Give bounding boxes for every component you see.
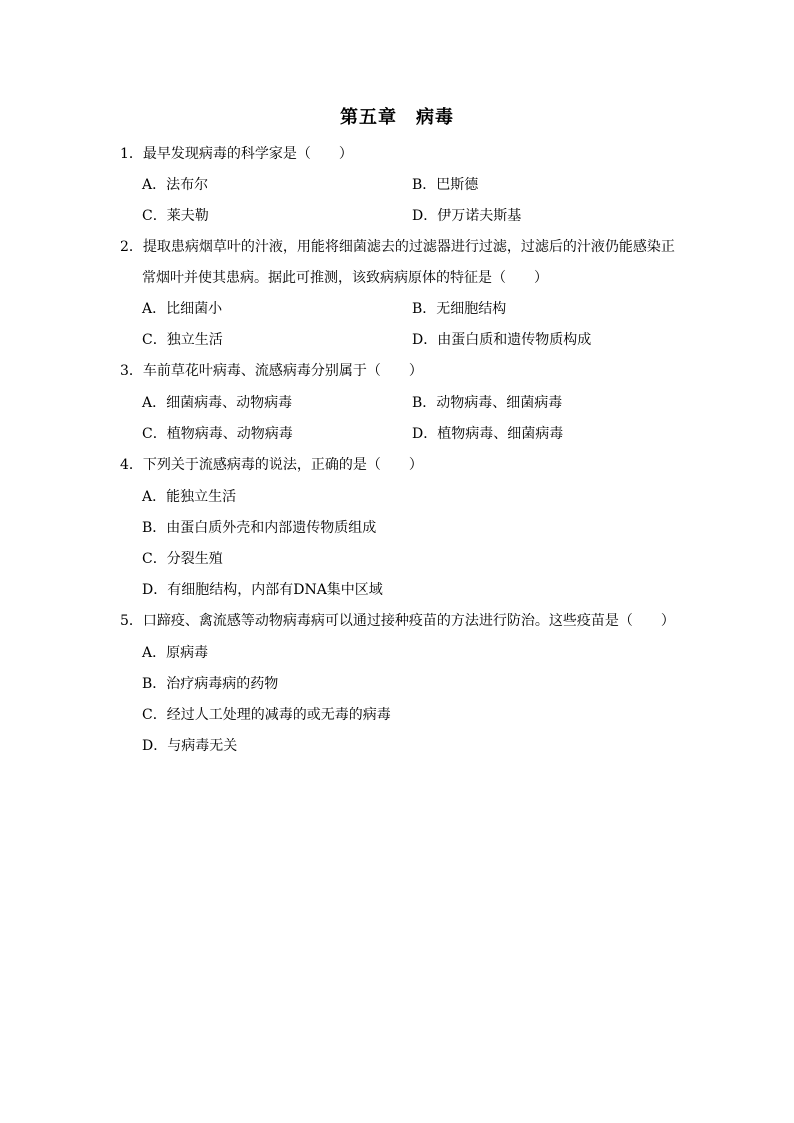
question-2-stem-line-1: 2．提取患病烟草叶的汁液，用能将细菌滤去的过滤器进行过滤，过滤后的汁液仍能感染正 [120,239,675,255]
question-5-stem: 5．口蹄疫、禽流感等动物病毒病可以通过接种疫苗的方法进行防治。这些疫苗是（ ） [120,613,675,629]
question-2-option-d: D．由蛋白质和遗传物质构成 [412,332,592,348]
question-5-option-b: B．治疗病毒病的药物 [142,676,279,692]
question-3-option-a: A．细菌病毒、动物病毒 [142,395,293,411]
question-4-option-c: C．分裂生殖 [142,551,223,567]
question-2-option-c: C．独立生活 [142,332,223,348]
question-3-stem: 3．车前草花叶病毒、流感病毒分别属于（ ） [120,363,423,379]
question-2-stem-line-2: 常烟叶并使其患病。据此可推测，该致病病原体的特征是（ ） [142,270,548,286]
question-1-stem: 1．最早发现病毒的科学家是（ ） [120,146,353,162]
question-3-option-d: D．植物病毒、细菌病毒 [412,426,564,442]
question-5-option-a: A．原病毒 [142,645,209,661]
question-5-option-d: D．与病毒无关 [142,738,238,754]
question-4-option-d: D．有细胞结构，内部有DNA集中区域 [142,582,383,598]
question-2-option-a: A．比细菌小 [142,301,223,317]
question-4-option-a: A．能独立生活 [142,489,237,505]
question-3-option-b: B．动物病毒、细菌病毒 [412,395,563,411]
question-4-stem: 4．下列关于流感病毒的说法，正确的是（ ） [120,457,423,473]
question-4-option-b: B．由蛋白质外壳和内部遗传物质组成 [142,520,377,536]
question-1-option-a: A．法布尔 [142,177,209,193]
question-2-option-b: B．无细胞结构 [412,301,507,317]
question-5-option-c: C．经过人工处理的减毒的或无毒的病毒 [142,707,391,723]
question-1-option-c: C．莱夫勒 [142,208,209,224]
page-title: 第五章 病毒 [340,107,454,128]
question-1-option-d: D．伊万诺夫斯基 [412,208,522,224]
question-1-option-b: B．巴斯德 [412,177,479,193]
question-3-option-c: C．植物病毒、动物病毒 [142,426,293,442]
